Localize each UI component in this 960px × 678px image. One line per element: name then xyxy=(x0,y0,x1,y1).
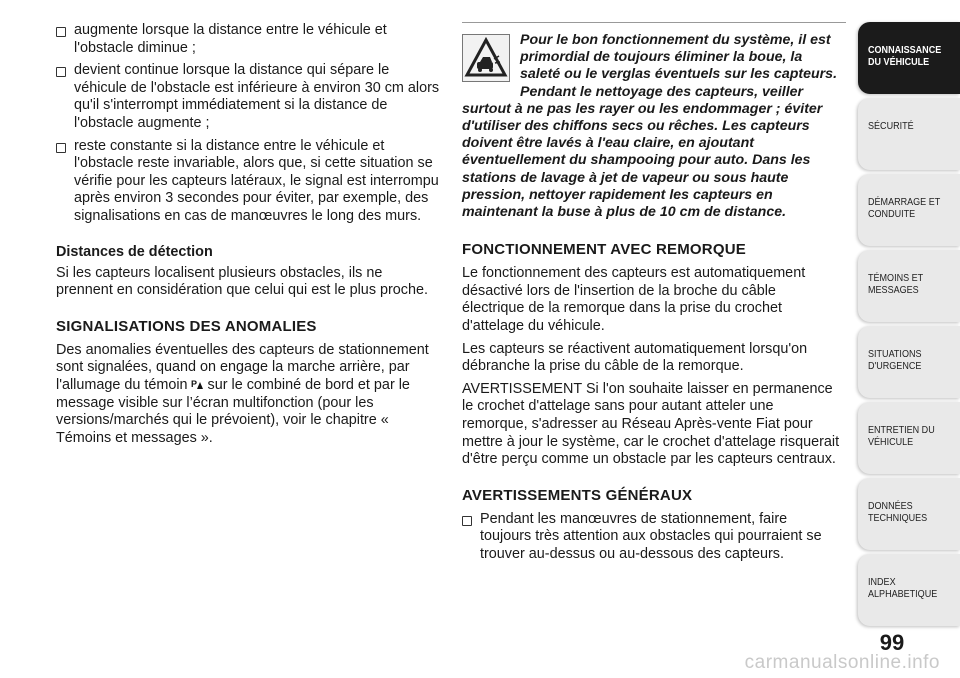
bullet-text: Pendant les manœuvres de stationnement, faire toujours très attention aux obstacles qui pourraient se trouver au-dessus ou au-dessous des capteurs. xyxy=(480,510,822,562)
bullet-box-icon xyxy=(462,516,472,526)
warning-block xyxy=(462,32,842,221)
left-column xyxy=(56,22,442,447)
tab-label: SÉCURITÉ xyxy=(868,120,914,132)
tab-index-alphabetique[interactable] xyxy=(858,554,960,626)
tab-demarrage-et-conduite[interactable] xyxy=(858,174,960,246)
list-item xyxy=(56,22,442,57)
list-item xyxy=(56,62,442,132)
list-item xyxy=(56,138,442,226)
anomalies-paragraph xyxy=(56,342,442,448)
trailer-paragraph-2: Les capteurs se réactivent automatiquement lorsqu'on débranche la prise du câble de la remorque. xyxy=(462,340,808,375)
trailer-heading: FONCTIONNEMENT AVEC REMORQUE xyxy=(462,241,746,259)
anomalies-text-before: Des anomalies éventuelles des capteurs de stationnement sont signalées, quand on engage la marche arrière, par l'allumage du témoin xyxy=(56,341,429,393)
tab-label: DONNÉES TECHNIQUES xyxy=(868,500,928,524)
warning-text: Pour le bon fonctionnement du système, il est primordial de toujours éliminer la boue, la saleté ou le verglas éventuels sur les capteurs. Pendant le nettoyage des capteurs, veiller surtout à ne pas les rayer ou les endommager ; éviter d'utiliser des chiffons secs ou rêches. Les capteurs doivent être lavés à l'eau claire, en ajoutant éventuellement du shampooing pour auto. Dans les stations de lavage à jet de vapeur ou sous haute pression, nettoyer rapidement les capteurs en maintenant la buse à plus de 10 cm de distance. xyxy=(462,32,838,221)
trailer-paragraph-3: AVERTISSEMENT Si l'on souhaite laisser en permanence le crochet d'attelage sans pour autant atteler une remorque, s'adresser au Réseau Après-vente Fiat pour mettre à jour le système, car le crochet d'attelage risquerait d'être perçu comme un obstacle par les capteurs centraux. xyxy=(462,380,840,468)
bullet-text: reste constante si la distance entre le véhicule et l'obstacle reste invariable, alors que, si cette situation se vérifie pour les capteurs latéraux, le signal est interrompu après environ 3 secondes pour éviter, par exemple, des signalisations en cas de manœuvres le long des murs. xyxy=(74,137,439,224)
svg-text:P: P xyxy=(190,378,197,389)
trailer-paragraph-1: Le fonctionnement des capteurs est automatiquement désactivé lors de l'insertion de la broche du câble électrique de la remorque dans la prise du crochet d'attelage du véhicule. xyxy=(462,265,806,335)
detection-paragraph: Si les capteurs localisent plusieurs obstacles, ils ne prennent en considération que celui qui est le plus proche. xyxy=(56,264,429,299)
detection-heading: Distances de détection xyxy=(56,243,213,260)
general-warnings-heading: AVERTISSEMENTS GÉNÉRAUX xyxy=(462,486,693,504)
tab-label: TÉMOINS ET MESSAGES xyxy=(868,272,924,296)
tab-label: INDEX ALPHABETIQUE xyxy=(868,576,938,600)
bullet-text: devient continue lorsque la distance qui sépare le véhicule de l'obstacle est inférieure à environ 30 cm alors qu'il s'interrompt immédiatement si la distance de l'obstacle augmente ; xyxy=(74,62,440,131)
top-rule xyxy=(462,22,846,23)
tab-situations-d-urgence[interactable] xyxy=(858,326,960,398)
tab-label: CONNAISSANCE DU VÉHICULE xyxy=(868,44,942,68)
page-number: 99 xyxy=(879,630,905,655)
tab-label: ENTRETIEN DU VÉHICULE xyxy=(868,424,935,448)
tab-connaissance-du-vehicule[interactable] xyxy=(858,22,960,94)
car-hazard-triangle-icon xyxy=(462,34,510,82)
tab-entretien-du-vehicule[interactable] xyxy=(858,402,960,474)
parking-sensor-warning-icon xyxy=(191,378,205,390)
tab-securite[interactable] xyxy=(858,98,960,170)
tab-temoins-et-messages[interactable] xyxy=(858,250,960,322)
watermark: carmanualsonline.info xyxy=(744,652,940,673)
tab-label: SITUATIONS D'URGENCE xyxy=(868,348,922,372)
bullet-box-icon xyxy=(56,67,66,77)
right-column xyxy=(462,32,842,569)
bullet-box-icon xyxy=(56,27,66,37)
anomalies-text-after: sur le combiné de bord et par le message visible sur l’écran multifonction (pour les versions/marchés qui le prévoient), voir le chapitre « Témoins et messages ». xyxy=(56,376,410,446)
bullet-text: augmente lorsque la distance entre le véhicule et l'obstacle diminue ; xyxy=(74,22,387,56)
tab-donnees-techniques[interactable] xyxy=(858,478,960,550)
bullet-box-icon xyxy=(56,143,66,153)
tab-label: DÉMARRAGE ET CONDUITE xyxy=(868,196,941,220)
list-item xyxy=(462,511,842,564)
anomalies-heading: SIGNALISATIONS DES ANOMALIES xyxy=(56,317,317,335)
chapter-tabs xyxy=(858,22,960,630)
